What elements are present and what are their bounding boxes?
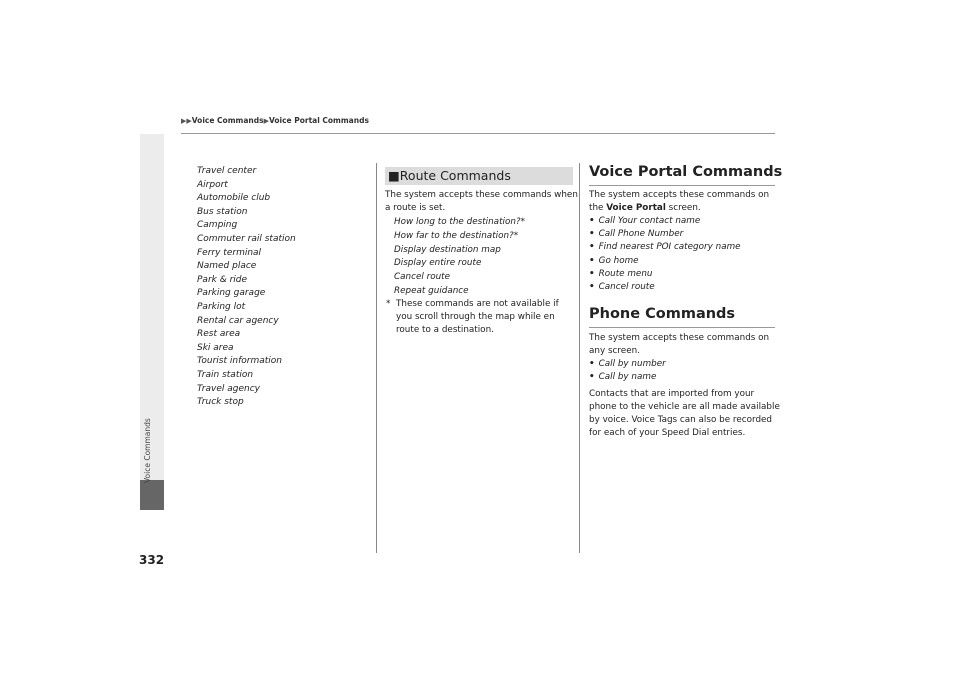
heading-rule [589,327,775,328]
route-command: How far to the destination?* [394,230,519,241]
phone-commands-intro [589,332,769,358]
bullet-icon: • [589,216,595,226]
route-command: Display entire route [394,258,482,269]
header-rule [181,133,775,134]
bullet-icon: • [589,229,595,240]
column-divider [579,163,580,553]
route-command: How long to the destination?* [394,217,525,227]
intro-word: the [589,203,604,213]
para-line: phone to the vehicle are all made available [589,402,780,412]
list-item: Bus station [197,206,248,217]
page-number: 332 [139,553,165,567]
list-item: Automobile club [197,193,271,204]
list-item: • Cancel route [589,282,655,293]
bullet-icon: • [589,255,595,266]
para-line: for each of your Speed Dial entries. [589,428,746,438]
list-item: Truck stop [197,397,244,408]
list-item: Airport [197,179,228,190]
note-line: route to a destination. [396,325,494,335]
route-note-text [396,298,559,337]
list-item: Travel agency [197,383,260,394]
voice-portal-intro [589,189,769,215]
route-commands-title: ■Route Commands [388,168,511,183]
bullet-icon: • [589,242,595,253]
breadcrumb [181,116,369,125]
list-item: • Route menu [589,268,653,279]
bullet-icon: • [589,268,595,279]
phone-commands-title: Phone Commands [589,306,736,322]
note-line: you scroll through the map while en [396,312,555,322]
list-item: Train station [197,369,254,380]
voice-portal-list [589,215,741,294]
route-commands-heading [385,167,573,185]
list-item: Rest area [197,329,241,340]
route-note [386,298,390,311]
note-line: These commands are not available if [396,299,559,309]
list-item: Camping [197,220,238,231]
list-item: Ferry terminal [197,247,262,258]
list-item: Park & ride [197,274,248,285]
list-item: Travel center [197,166,257,176]
side-label-text: Voice Commands [143,418,152,483]
bullet-icon: • [589,359,595,369]
list-item: • Go home [589,255,639,266]
bullet-icon: • [589,372,595,383]
route-command-list [394,216,525,299]
intro-line: The system accepts these commands on [589,333,770,343]
list-item: • Call by number [589,359,666,369]
list-item: • Call by name [589,372,657,383]
intro-line: any screen. [589,346,641,356]
place-category-list [197,165,296,410]
phone-commands-paragraph [589,388,780,440]
side-label [143,418,161,540]
breadcrumb-arrow-icon: ▶ [181,117,187,125]
route-command: Cancel route [394,272,451,283]
bullet-icon: • [589,282,595,293]
note-marker: * [386,299,391,309]
list-item: Rental car agency [197,315,279,326]
route-intro-line: The system accepts these commands when [385,190,578,200]
list-item: Commuter rail station [197,233,296,244]
heading-rule [589,185,775,186]
list-item: Ski area [197,342,234,353]
para-line: Contacts that are imported from your [589,389,755,399]
breadcrumb-item[interactable]: Voice Commands [191,116,264,125]
list-item: • Call Phone Number [589,229,684,240]
list-item: • Call Your contact name [589,216,701,226]
route-command: Repeat guidance [394,285,469,296]
column-divider [376,163,377,553]
breadcrumb-arrow-icon: ▶ [263,117,269,125]
voice-portal-screen-name: Voice Portal [606,203,666,213]
phone-commands-list [589,358,666,384]
list-item: Named place [197,261,257,272]
intro-line [589,202,769,215]
voice-portal-title: Voice Portal Commands [589,164,783,180]
breadcrumb-arrow-icon: ▶ [186,117,192,125]
route-command: Display destination map [394,244,501,255]
list-item: Parking lot [197,301,246,312]
list-item: Parking garage [197,288,266,299]
list-item: • Find nearest POI category name [589,242,741,253]
route-commands-intro [385,189,578,215]
intro-line: The system accepts these commands on [589,190,770,200]
breadcrumb-item[interactable]: Voice Portal Commands [268,116,369,125]
route-intro-line: a route is set. [385,203,446,213]
list-item: Tourist information [197,356,282,367]
intro-word: screen. [668,203,701,213]
para-line: by voice. Voice Tags can also be recorded [589,415,773,425]
